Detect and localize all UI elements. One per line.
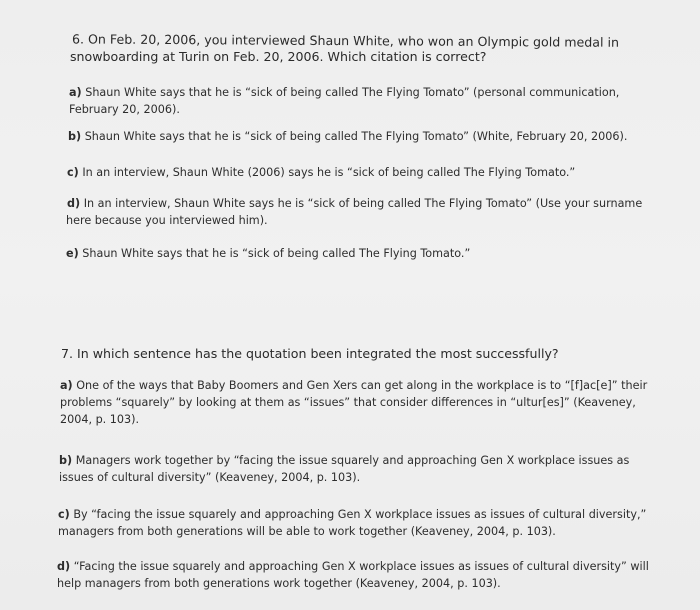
option-text: Shaun White says that he is “sick of being called The Flying Tomato.” xyxy=(82,247,471,260)
option-line xyxy=(0,195,700,212)
question-7-option-c xyxy=(0,506,700,540)
question-6-option-d xyxy=(0,195,700,229)
option-letter: c) xyxy=(58,508,70,521)
option-line: help managers from both generations work together (Keaveney, 2004, p. 103). xyxy=(57,577,501,590)
option-letter: a) xyxy=(60,379,73,392)
option-letter: d) xyxy=(57,560,71,573)
option-text: One of the ways that Baby Boomers and Gen Xers can get along in the workplace is to “[f]ac[e]” their xyxy=(76,379,648,392)
option-line: issues of cultural diversity” (Keaveney, 2004, p. 103). xyxy=(59,471,361,484)
question-7-title xyxy=(0,345,700,363)
title-line: 6. On Feb. 20, 2006, you interviewed Shaun White, who won an Olympic gold medal in xyxy=(71,31,620,50)
option-letter: b) xyxy=(68,130,82,143)
question-7-option-a xyxy=(0,377,700,428)
option-letter: a) xyxy=(69,86,82,99)
option-line: 2004, p. 103). xyxy=(60,413,140,426)
title-line: snowboarding at Turin on Feb. 20, 2006. Which citation is correct? xyxy=(70,49,487,64)
option-line xyxy=(0,164,700,181)
question-7-option-b xyxy=(0,452,700,486)
option-text: By “facing the issue squarely and approaching Gen X workplace issues as issues of cultural diversity,” xyxy=(73,508,647,521)
option-text: “Facing the issue squarely and approaching Gen X workplace issues as issues of cultural diversity” will xyxy=(73,560,649,573)
question-6-option-c xyxy=(0,164,700,181)
question-6-option-a xyxy=(0,84,700,118)
option-line: February 20, 2006). xyxy=(69,103,180,116)
question-6-option-e xyxy=(0,245,700,262)
option-line xyxy=(0,128,700,145)
option-text: In an interview, Shaun White (2006) says he is “sick of being called The Flying Tomato.” xyxy=(82,166,576,179)
option-line xyxy=(0,245,700,262)
option-letter: b) xyxy=(59,454,73,467)
option-text: Shaun White says that he is “sick of being called The Flying Tomato” (personal communication, xyxy=(85,86,620,99)
option-letter: e) xyxy=(66,247,79,260)
option-letter: c) xyxy=(67,166,79,179)
option-letter: d) xyxy=(67,197,81,210)
option-text: Shaun White says that he is “sick of being called The Flying Tomato” (White, February 20, 2006). xyxy=(84,130,628,143)
question-6-option-b xyxy=(0,128,700,145)
option-line xyxy=(0,84,700,101)
title-line: 7. In which sentence has the quotation been integrated the most successfully? xyxy=(61,346,559,361)
question-7-option-d xyxy=(0,558,700,592)
option-line: problems “squarely” by looking at them as “issues” that consider differences in “ultur[es]” (Keaveney, xyxy=(60,396,636,409)
option-line: managers from both generations will be able to work together (Keaveney, 2004, p. 103). xyxy=(58,525,556,538)
option-line: here because you interviewed him). xyxy=(66,214,268,227)
option-line xyxy=(0,558,700,575)
option-line xyxy=(0,506,700,523)
option-line xyxy=(0,377,700,394)
option-line xyxy=(0,452,700,469)
option-text: In an interview, Shaun White says he is “sick of being called The Flying Tomato” (Use your surname xyxy=(83,197,643,210)
question-6-title xyxy=(0,30,700,66)
option-text: Managers work together by “facing the issue squarely and approaching Gen X workplace issues as xyxy=(75,454,630,467)
